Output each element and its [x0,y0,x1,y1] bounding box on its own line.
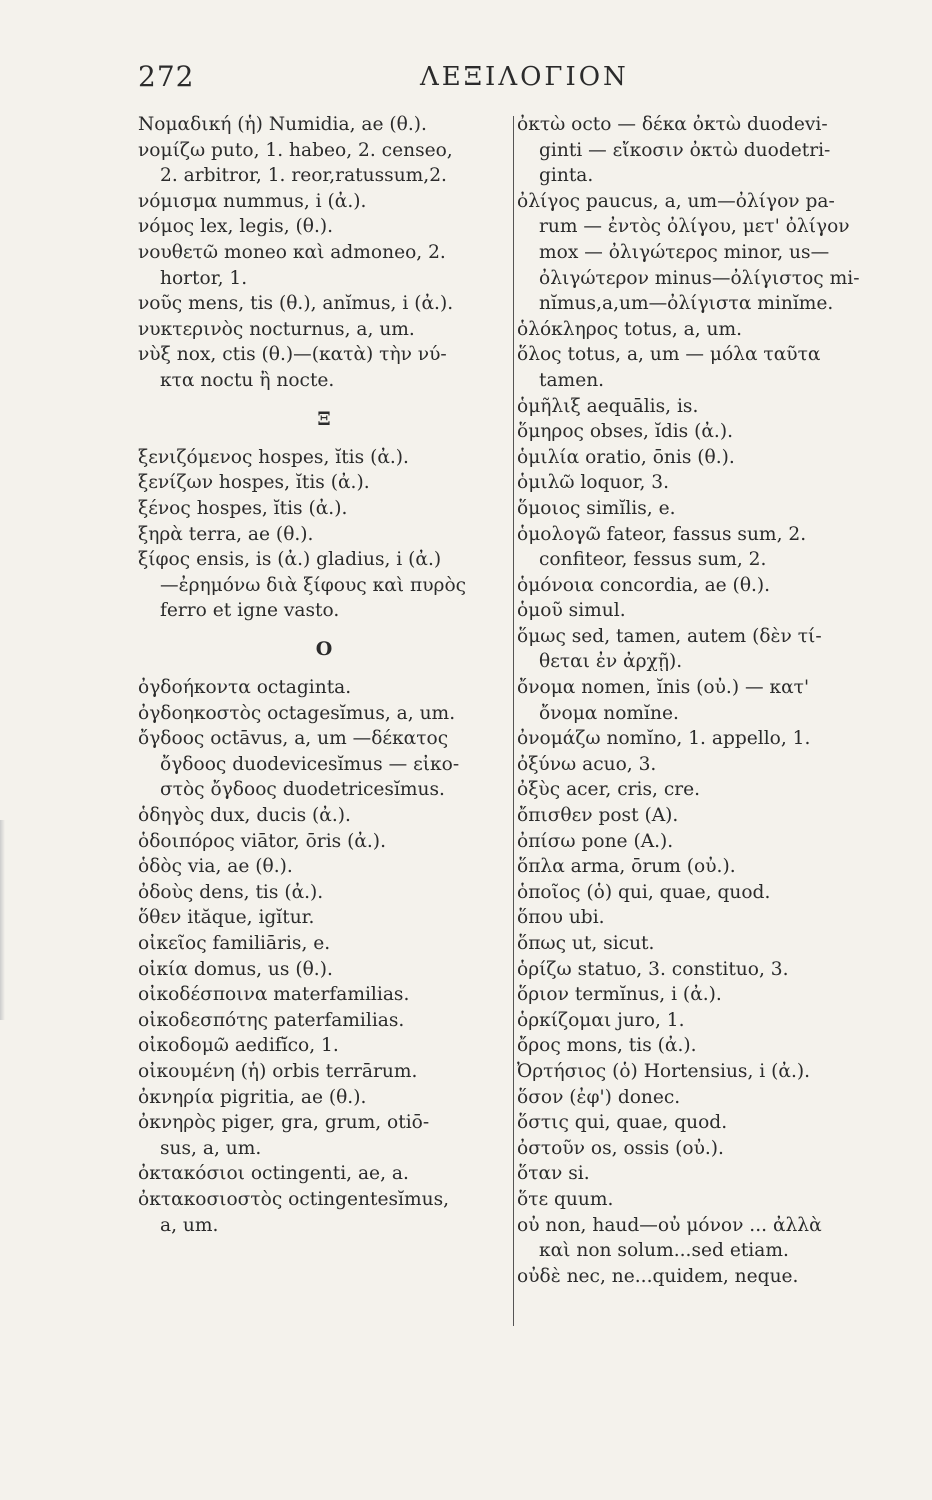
dictionary-entry: ὁρίζω statuo, 3. constituo, 3. [517,958,789,980]
entry-continuation: sus, a, um. [160,1137,262,1159]
dictionary-entry: ὅπως ut, sicut. [517,933,655,954]
entry-continuation: ὄγδοος duodevicesĭmus — εἰκο- [160,753,460,775]
dictionary-entry: ὄπισθεν post (A). [517,805,679,827]
entry-continuation: hortor, 1. [160,267,248,289]
entry-continuation: 2. arbitror, 1. reor,ratussum,2. [160,165,447,187]
dictionary-entry: ὁμόνοια concordia, ae (θ.). [517,574,771,596]
dictionary-entry: ὅπου ubi. [517,907,605,929]
dictionary-entry: ὅσον (ἐφ') donec. [517,1086,681,1108]
dictionary-entry: ὄρος mons, tis (ἀ.). [517,1035,697,1057]
dictionary-entry: ὀκτὼ octo — δέκα ὀκτὼ duodevi- [517,114,828,135]
dictionary-entry: ὀξύνω acuo, 3. [517,753,657,775]
dictionary-entry: ὅλος totus, a, um — μόλα ταῦτα [517,344,821,366]
entry-continuation: ὀλιγώτερον minus—ὀλίγιστος mi- [539,267,860,289]
entry-continuation: ginta. [539,165,594,187]
dictionary-entry: οὐδὲ nec, ne...quidem, neque. [517,1265,799,1287]
dictionary-entry: Ὀρτήσιος (ὁ) Hortensius, i (ἀ.). [517,1060,811,1082]
left-column [138,112,510,1238]
entry-continuation: ὄνομα nomĭne. [539,702,679,724]
entry-continuation: a, um. [160,1214,219,1236]
entry-continuation: rum — ἐντὸς ὀλίγου, μετ' ὀλίγον [539,216,850,238]
dictionary-entry: ὁμολογῶ fateor, fassus sum, 2. [517,523,807,545]
letter-heading: Ο [315,637,333,660]
entry-continuation: confiteor, fessus sum, 2. [539,549,767,571]
dictionary-entry: ξίφος ensis, is (ἀ.) gladius, i (ἀ.) [138,549,442,571]
dictionary-entry: ὀπίσω pone (A.). [517,830,674,852]
dictionary-entry: ὁδηγὸς dux, ducis (ἀ.). [138,805,351,827]
dictionary-entry: ὀλίγος paucus, a, um—ὀλίγον pa- [517,190,835,212]
dictionary-entry: ὁμῆλιξ aequālis, is. [517,395,699,417]
dictionary-entry: Νομαδική (ἡ) Numidia, ae (θ.). [138,114,427,135]
entry-continuation: ginti — εἴκοσιν ὀκτὼ duodetri- [539,139,831,161]
dictionary-entry: ὀγδοηκοστὸς octagesĭmus, a, um. [138,702,456,724]
dictionary-entry: ὁδοιπόρος viātor, ōris (ἀ.). [138,830,386,852]
dictionary-entry: ξένος hospes, ĭtis (ἀ.). [138,497,348,519]
dictionary-entry: ξηρὰ terra, ae (θ.). [138,523,314,545]
dictionary-entry: ὁλόκληρος totus, a, um. [517,318,743,340]
dictionary-entry: ὀκτακόσιοι octingenti, ae, a. [138,1163,409,1185]
dictionary-entry: οἰκοδεσπότης paterfamilias. [138,1009,405,1031]
dictionary-entry: ὀκνηρὸς piger, gra, grum, otiō- [138,1112,430,1134]
dictionary-entry: ὀκνηρία pigritia, ae (θ.). [138,1086,367,1108]
dictionary-entry: ὁποῖος (ὁ) qui, quae, quod. [517,881,771,903]
dictionary-entry: ὅθεν ităque, igĭtur. [138,907,315,929]
dictionary-entry: ὁμιλῶ loquor, 3. [517,472,670,494]
dictionary-entry: ὄγδοος octāvus, a, um —δέκατος [138,728,449,750]
entry-continuation: —ἐρημόνω διὰ ξίφους καὶ πυρὸς [160,574,467,596]
entry-continuation: ferro et igne vasto. [160,600,340,622]
entry-continuation: θεται ἐν ἀρχῇ). [539,651,683,673]
entry-continuation: tamen. [539,369,605,391]
dictionary-entry: ὀνομάζω nomĭno, 1. appello, 1. [517,728,811,750]
dictionary-entry: ὄνομα nomen, ĭnis (οὐ.) — κατ' [517,677,810,699]
dictionary-entry: ὅριον termĭnus, i (ἀ.). [517,984,722,1006]
dictionary-entry: ὀξὺς acer, cris, cre. [517,779,701,801]
dictionary-entry: νόμος lex, legis, (θ.). [138,216,334,238]
dictionary-entry: ὅταν si. [517,1163,590,1185]
dictionary-entry: ὁμιλία oratio, ōnis (θ.). [517,446,735,468]
dictionary-entry: ὁδὸς via, ae (θ.). [138,856,293,878]
page-number: 272 [138,60,195,93]
dictionary-entry: ὀγδοήκοντα octaginta. [138,677,352,699]
dictionary-entry: ὅμοιος simĭlis, e. [517,497,676,519]
entry-continuation: καὶ non solum...sed etiam. [539,1240,789,1262]
dictionary-entry: ὁμοῦ simul. [517,600,626,622]
dictionary-entry: ὅτε quum. [517,1188,614,1210]
dictionary-entry: οἰκία domus, us (θ.). [138,958,333,980]
dictionary-entry: ὅστις qui, quae, quod. [517,1112,728,1134]
entry-continuation: mox — ὀλιγώτερος minor, us— [539,241,830,263]
dictionary-entry: ξενιζόμενος hospes, ĭtis (ἀ.). [138,446,409,468]
dictionary-entry: ὀκτακοσιοστὸς octingentesĭmus, [138,1188,450,1210]
dictionary-entry: οἰκουμένη (ἡ) orbis terrārum. [138,1060,418,1082]
dictionary-entry: οἰκοδέσποινα materfamilias. [138,984,410,1006]
dictionary-entry: οἰκοδομῶ aedifĭco, 1. [138,1035,339,1057]
dictionary-entry: ὅμως sed, tamen, autem (δὲν τί- [517,625,822,647]
entry-continuation: nĭmus,a,um—ὀλίγιστα minĭme. [539,293,834,315]
dictionary-entry: νὺξ nox, ctis (θ.)—(κατὰ) τὴν νύ- [138,344,447,366]
dictionary-entry: ὀστοῦν os, ossis (οὐ.). [517,1137,724,1159]
letter-heading: Ξ [317,407,331,430]
column-rule [513,116,514,1326]
dictionary-entry: ὁρκίζομαι juro, 1. [517,1009,685,1031]
dictionary-entry: οἰκεῖος familiāris, e. [138,933,331,954]
entry-continuation: στὸς ὄγδοος duodetricesĭmus. [160,779,445,801]
dictionary-entry: νυκτερινὸς nocturnus, a, um. [138,318,415,340]
right-column [517,112,889,1289]
entry-continuation: κτα noctu ἢ nocte. [160,369,335,391]
dictionary-entry: νοῦς mens, tis (θ.), anĭmus, i (ἀ.). [138,293,454,315]
fold-mark [0,820,5,1020]
dictionary-entry: νόμισμα nummus, i (ἀ.). [138,190,367,212]
running-head: ΛΕΞΙΛΟΓΙΟΝ [420,62,629,92]
dictionary-entry: ξενίζων hospes, ĭtis (ἀ.). [138,472,370,494]
dictionary-entry: ὅπλα arma, ōrum (οὐ.). [517,856,736,878]
dictionary-entry: ὀδοὺς dens, tis (ἀ.). [138,881,324,903]
dictionary-entry: νομίζω puto, 1. habeo, 2. censeo, [138,139,453,161]
dictionary-entry: ὅμηρος obses, ĭdis (ἀ.). [517,421,734,443]
dictionary-entry: νουθετῶ moneo καὶ admoneo, 2. [138,241,446,263]
dictionary-entry: οὐ non, haud—οὐ μόνον ... ἀλλὰ [517,1214,822,1236]
